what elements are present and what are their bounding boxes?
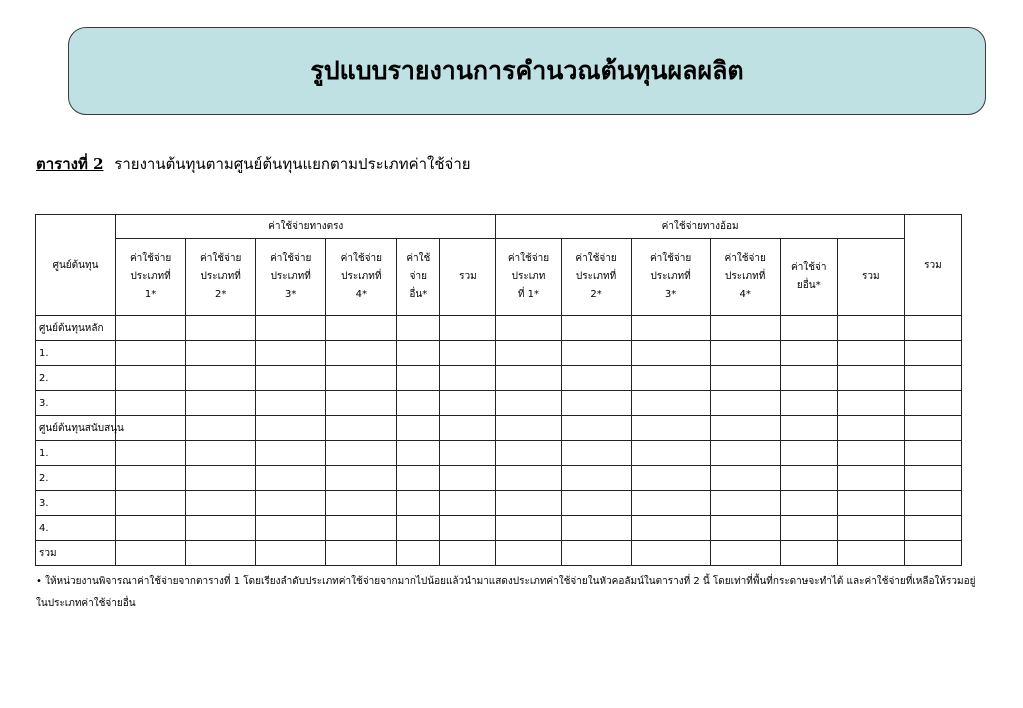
cost-center-header: ศูนย์ต้นทุน xyxy=(36,215,116,316)
value-cell xyxy=(440,541,496,566)
value-cell xyxy=(496,541,561,566)
section-row-support xyxy=(36,416,962,441)
title-banner xyxy=(68,27,986,115)
value-cell xyxy=(837,316,904,341)
value-cell xyxy=(186,516,256,541)
value-cell xyxy=(397,516,440,541)
value-cell xyxy=(397,541,440,566)
value-cell xyxy=(116,366,186,391)
value-cell xyxy=(561,341,631,366)
value-cell xyxy=(256,541,326,566)
value-cell xyxy=(780,341,837,366)
row-label: 3. xyxy=(36,491,116,516)
direct-expense-header: ค่าใช้จ่ายทางตรง xyxy=(116,215,496,239)
value-cell xyxy=(780,366,837,391)
value-cell xyxy=(904,416,961,441)
value-cell xyxy=(904,541,961,566)
value-cell xyxy=(440,441,496,466)
value-cell xyxy=(631,466,710,491)
value-cell xyxy=(116,491,186,516)
value-cell xyxy=(837,491,904,516)
direct-column-header: ค่าใช้ จ่าย อื่น* xyxy=(397,239,440,316)
value-cell xyxy=(496,466,561,491)
value-cell xyxy=(837,541,904,566)
indirect-column-header: ค่าใช้จ่าย ประเภท ที่ 1* xyxy=(496,239,561,316)
value-cell xyxy=(440,466,496,491)
value-cell xyxy=(561,541,631,566)
value-cell xyxy=(561,366,631,391)
value-cell xyxy=(631,416,710,441)
value-cell xyxy=(116,416,186,441)
section-label: ศูนย์ต้นทุนสนับสนุน xyxy=(36,416,116,441)
value-cell xyxy=(186,541,256,566)
value-cell xyxy=(186,366,256,391)
value-cell xyxy=(561,491,631,516)
value-cell xyxy=(397,441,440,466)
value-cell xyxy=(780,466,837,491)
direct-column-header: ค่าใช้จ่าย ประเภทที่ 1* xyxy=(116,239,186,316)
value-cell xyxy=(397,391,440,416)
value-cell xyxy=(904,316,961,341)
indirect-column-header: ค่าใช้จ่าย ประเภทที่ 2* xyxy=(561,239,631,316)
value-cell xyxy=(326,491,397,516)
row-label: 4. xyxy=(36,516,116,541)
row-label: 2. xyxy=(36,366,116,391)
value-cell xyxy=(780,316,837,341)
value-cell xyxy=(326,466,397,491)
value-cell xyxy=(837,441,904,466)
value-cell xyxy=(116,391,186,416)
value-cell xyxy=(116,541,186,566)
value-cell xyxy=(440,416,496,441)
value-cell xyxy=(561,391,631,416)
table-caption xyxy=(36,152,471,176)
row-label: 1. xyxy=(36,341,116,366)
indirect-expense-header: ค่าใช้จ่ายทางอ้อม xyxy=(496,215,904,239)
value-cell xyxy=(397,341,440,366)
value-cell xyxy=(496,366,561,391)
value-cell xyxy=(710,466,780,491)
value-cell xyxy=(256,316,326,341)
caption-text: รายงานต้นทุนตามศูนย์ต้นทุนแยกตามประเภทค่าใช้จ่าย xyxy=(114,155,471,173)
indirect-column-header: ค่าใช้จ่าย ประเภทที่ 3* xyxy=(631,239,710,316)
table-row xyxy=(36,441,962,466)
value-cell xyxy=(256,491,326,516)
table-row xyxy=(36,341,962,366)
value-cell xyxy=(710,491,780,516)
row-label: 2. xyxy=(36,466,116,491)
value-cell xyxy=(440,366,496,391)
value-cell xyxy=(631,491,710,516)
value-cell xyxy=(561,466,631,491)
row-label: 1. xyxy=(36,441,116,466)
value-cell xyxy=(256,391,326,416)
footnote: • ให้หน่วยงานพิจารณาค่าใช้จ่ายจากตารางที่ 1 โดยเรียงลำดับประเภทค่าใช้จ่ายจากมากไปน้อยแล้วนำมาแสดงประเภทค่าใช้จ่ายในหัวคอลัมน์ในตารางที่ 2 นี้ โดยเท่าที่พื้นที่กระดาษจะทำได้ และค่าใช้จ่ายที่เหลือให้รวมอยู่ในประเภทค่าใช้จ่ายอื่น xyxy=(36,576,976,609)
value-cell xyxy=(496,441,561,466)
value-cell xyxy=(186,416,256,441)
value-cell xyxy=(116,441,186,466)
value-cell xyxy=(631,391,710,416)
value-cell xyxy=(710,316,780,341)
value-cell xyxy=(397,316,440,341)
value-cell xyxy=(440,491,496,516)
value-cell xyxy=(256,466,326,491)
value-cell xyxy=(631,366,710,391)
indirect-column-header: ค่าใช้จ่า ยอื่น* xyxy=(780,239,837,316)
grand-total-header: รวม xyxy=(904,215,961,316)
value-cell xyxy=(186,466,256,491)
value-cell xyxy=(904,516,961,541)
value-cell xyxy=(256,366,326,391)
row-label: รวม xyxy=(36,541,116,566)
value-cell xyxy=(496,391,561,416)
value-cell xyxy=(710,416,780,441)
value-cell xyxy=(397,491,440,516)
value-cell xyxy=(496,341,561,366)
value-cell xyxy=(256,341,326,366)
total-row xyxy=(36,541,962,566)
value-cell xyxy=(186,441,256,466)
value-cell xyxy=(780,516,837,541)
value-cell xyxy=(496,516,561,541)
value-cell xyxy=(326,366,397,391)
indirect-column-header: รวม xyxy=(837,239,904,316)
value-cell xyxy=(904,391,961,416)
value-cell xyxy=(116,316,186,341)
value-cell xyxy=(116,516,186,541)
direct-column-header: รวม xyxy=(440,239,496,316)
row-label: 3. xyxy=(36,391,116,416)
value-cell xyxy=(397,366,440,391)
value-cell xyxy=(440,391,496,416)
value-cell xyxy=(710,541,780,566)
value-cell xyxy=(780,441,837,466)
value-cell xyxy=(631,441,710,466)
value-cell xyxy=(780,391,837,416)
value-cell xyxy=(561,316,631,341)
value-cell xyxy=(326,316,397,341)
value-cell xyxy=(631,516,710,541)
value-cell xyxy=(904,341,961,366)
page-title: รูปแบบรายงานการคำนวณต้นทุนผลผลิต xyxy=(310,56,744,85)
value-cell xyxy=(631,316,710,341)
value-cell xyxy=(561,516,631,541)
value-cell xyxy=(496,491,561,516)
value-cell xyxy=(837,391,904,416)
value-cell xyxy=(780,491,837,516)
value-cell xyxy=(326,441,397,466)
value-cell xyxy=(710,391,780,416)
direct-column-header: ค่าใช้จ่าย ประเภทที่ 3* xyxy=(256,239,326,316)
caption-label: ตารางที่ 2 xyxy=(36,155,104,173)
direct-column-header: ค่าใช้จ่าย ประเภทที่ 2* xyxy=(186,239,256,316)
value-cell xyxy=(561,416,631,441)
value-cell xyxy=(496,416,561,441)
value-cell xyxy=(440,341,496,366)
section-row-main xyxy=(36,316,962,341)
value-cell xyxy=(904,441,961,466)
value-cell xyxy=(326,516,397,541)
value-cell xyxy=(326,391,397,416)
value-cell xyxy=(837,366,904,391)
value-cell xyxy=(780,416,837,441)
section-label: ศูนย์ต้นทุนหลัก xyxy=(36,316,116,341)
cost-report-table xyxy=(35,214,962,566)
value-cell xyxy=(710,341,780,366)
value-cell xyxy=(837,516,904,541)
direct-column-header: ค่าใช้จ่าย ประเภทที่ 4* xyxy=(326,239,397,316)
value-cell xyxy=(326,416,397,441)
value-cell xyxy=(837,416,904,441)
value-cell xyxy=(116,466,186,491)
value-cell xyxy=(780,541,837,566)
table-row xyxy=(36,366,962,391)
value-cell xyxy=(710,516,780,541)
value-cell xyxy=(326,541,397,566)
value-cell xyxy=(904,466,961,491)
value-cell xyxy=(631,541,710,566)
value-cell xyxy=(440,316,496,341)
value-cell xyxy=(837,341,904,366)
value-cell xyxy=(116,341,186,366)
value-cell xyxy=(631,341,710,366)
value-cell xyxy=(710,366,780,391)
indirect-column-header: ค่าใช้จ่าย ประเภทที่ 4* xyxy=(710,239,780,316)
value-cell xyxy=(397,416,440,441)
value-cell xyxy=(837,466,904,491)
value-cell xyxy=(186,341,256,366)
value-cell xyxy=(440,516,496,541)
table-row xyxy=(36,466,962,491)
value-cell xyxy=(256,516,326,541)
value-cell xyxy=(326,341,397,366)
value-cell xyxy=(397,466,440,491)
table-row xyxy=(36,491,962,516)
value-cell xyxy=(904,366,961,391)
value-cell xyxy=(186,316,256,341)
value-cell xyxy=(256,441,326,466)
value-cell xyxy=(496,316,561,341)
value-cell xyxy=(561,441,631,466)
value-cell xyxy=(186,491,256,516)
value-cell xyxy=(710,441,780,466)
value-cell xyxy=(186,391,256,416)
table-row xyxy=(36,391,962,416)
value-cell xyxy=(904,491,961,516)
value-cell xyxy=(256,416,326,441)
table-row xyxy=(36,516,962,541)
